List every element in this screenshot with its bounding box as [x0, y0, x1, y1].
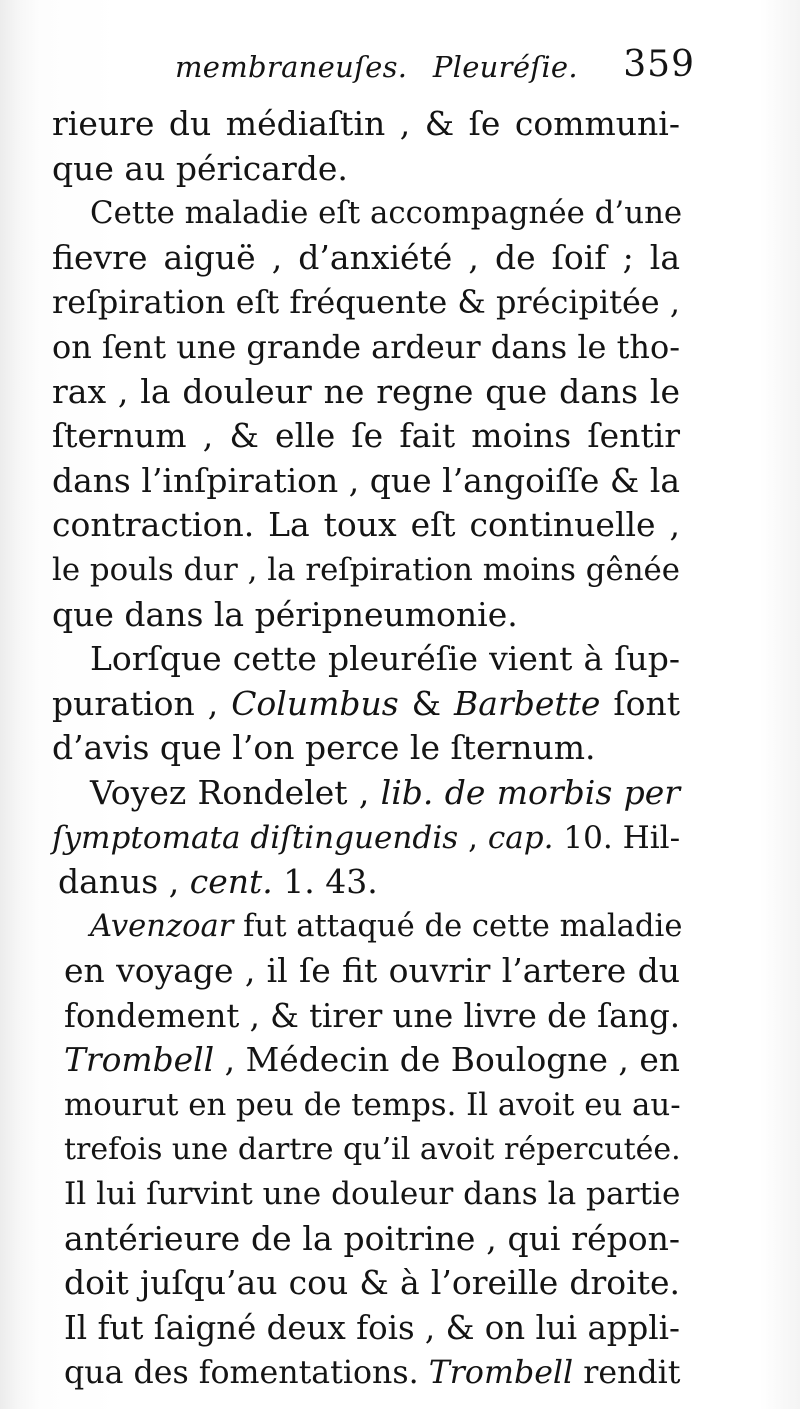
- text-line: Cette maladie eſt accompagnée d’une: [90, 195, 683, 232]
- text-line: mourut en peu de temps. Il avoit eu au-: [64, 1087, 681, 1124]
- text-line: dans l’inſpiration , que l’angoiſſe & la: [52, 460, 680, 500]
- italic-text: lib. de morbis per: [380, 772, 681, 812]
- text-line: [52, 771, 680, 816]
- running-title: [175, 50, 578, 84]
- text-line: que au péricarde.: [52, 148, 348, 188]
- text-run: rendit: [573, 1354, 681, 1391]
- text-line: [52, 1351, 680, 1396]
- text-line: d’avis que l’on perce le ſternum.: [52, 728, 596, 768]
- text-line: doit juſqu’au cou & à l’oreille droite.: [64, 1263, 680, 1303]
- italic-text: cent.: [189, 862, 273, 902]
- text-run: qua des fomentations.: [64, 1354, 429, 1391]
- text-line: ſternum , & elle ſe fait moins ſentir: [52, 416, 680, 456]
- text-run: ſont: [600, 683, 680, 723]
- page-number: 359: [623, 44, 695, 85]
- text-run: 1. 43.: [272, 862, 378, 902]
- text-line: [52, 860, 680, 905]
- running-title-right: Pleuréſie.: [432, 50, 578, 84]
- text-run: Voyez Rondelet ,: [90, 772, 381, 812]
- text-line: antérieure de la poitrine , qui répon-: [64, 1218, 680, 1258]
- text-run: , Médecin de Boulogne , en: [214, 1040, 680, 1080]
- text-line: rieure du médiaſtin , & ſe communi-: [52, 104, 680, 143]
- italic-text: Avenzoar: [90, 908, 234, 944]
- text-line: [52, 1038, 680, 1083]
- text-line: [52, 816, 680, 861]
- text-line: en voyage , il ſe fit ouvrir l’artere du: [64, 951, 680, 991]
- text-line: rax , la douleur ne regne que dans le: [52, 371, 680, 411]
- italic-text: Trombell: [64, 1040, 215, 1080]
- text-line: Il fut ſaigné deux fois , & on lui appli-: [64, 1309, 680, 1348]
- text-line: [52, 682, 680, 727]
- italic-text: Barbette: [454, 683, 601, 723]
- text-line: que dans la péripneumonie.: [52, 594, 518, 634]
- text-line: trefois une dartre qu’il avoit répercutée.: [64, 1131, 681, 1167]
- text-line: fondement , & tirer une livre de ſang.: [64, 996, 680, 1035]
- text-line: contraction. La toux eſt continuelle ,: [52, 505, 680, 545]
- italic-text: cap.: [487, 819, 554, 856]
- text-line: [52, 905, 683, 950]
- text-line: Lorſque cette pleuréſie vient à ſup-: [90, 639, 680, 679]
- text-line: fievre aiguë , d’anxiété , de ſoif ; la: [52, 237, 680, 277]
- text-run: 10. Hil-: [553, 819, 681, 856]
- running-title-left: membraneuſes.: [175, 50, 408, 84]
- text-line: Il lui ſurvint une douleur dans la partie: [64, 1176, 681, 1213]
- text-run: puration ,: [52, 683, 232, 723]
- body-text: [52, 102, 683, 1395]
- text-run: &: [398, 683, 455, 723]
- italic-text: Columbus: [231, 683, 399, 723]
- text-line: le pouls dur , la reſpiration moins gênée: [52, 551, 680, 588]
- text-run: ,: [458, 819, 488, 856]
- text-line: reſpiration eſt fréquente & précipitée ,: [52, 283, 680, 322]
- text-line: on ſent une grande ardeur dans le tho-: [52, 327, 680, 366]
- page-header: [175, 40, 695, 100]
- text-run: danus ,: [58, 862, 190, 902]
- text-run: fut attaqué de cette maladie: [233, 908, 683, 944]
- italic-text: Trombell: [428, 1354, 574, 1391]
- italic-text: ſymptomata diſtinguendis: [52, 819, 459, 856]
